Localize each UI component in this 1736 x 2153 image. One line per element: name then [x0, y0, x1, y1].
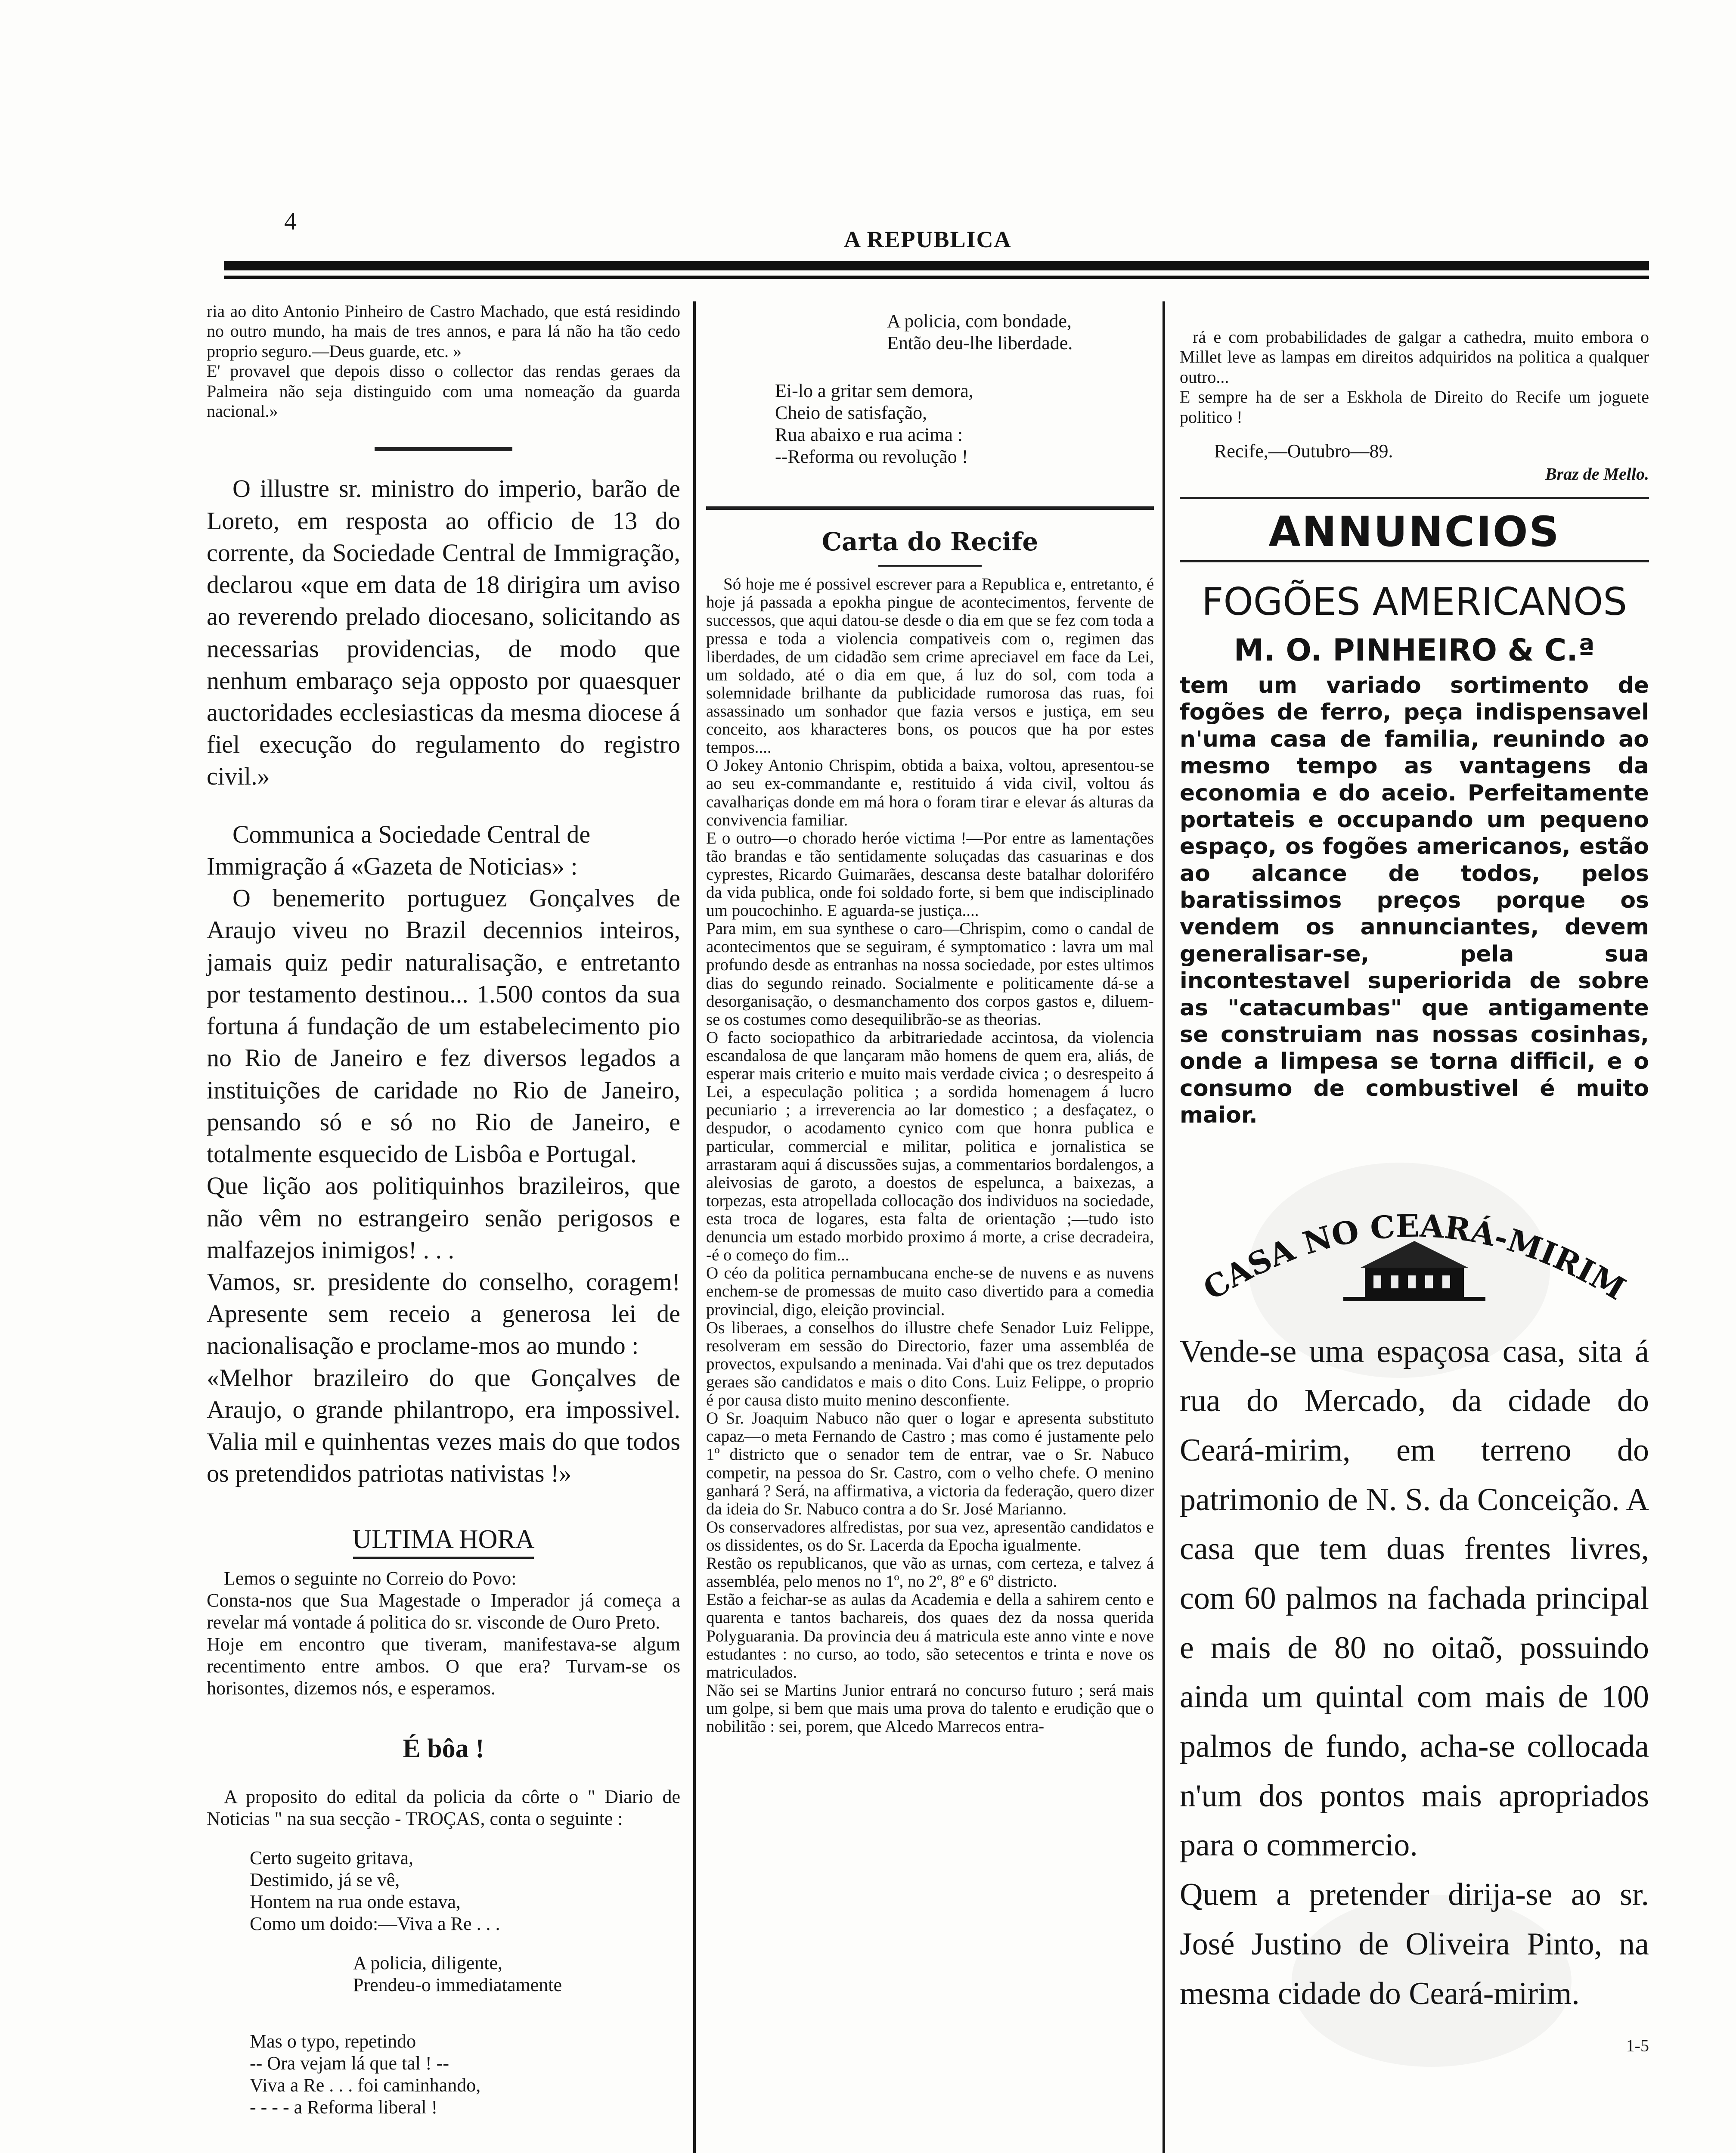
- carta-end: rá e com probabilidades de galgar a cathedra, muito embora o Millet leve as lampas em direitos adquiridos na politica a qualquer outro... E sempre ha de ser a Eskhola de Direito do Recife um joguete politico !: [1180, 327, 1649, 427]
- verse-3: Mas o typo, repetindo -- Ora vejam lá que tal ! -- Viva a Re . . . foi caminhando, - - - - a Reforma liberal !: [250, 2031, 481, 2118]
- fogoes-body: tem um variado sortimento de fogões de ferro, peça indispensavel n'uma casa de familia, reunindo ao mesmo tempo as vantagens da economia e do aceio. Perfeitamente portateis e occupando um pequeno espaço, os fogões americanos, estão ao alcance de todos, pelos baratissimos preços porque os vendem os annunciantes, devem generalisar-se, pela sua incontestavel superiorida de sobre as "catacumbas" que antigamente se construiam nas nossas cosinhas, onde a limpesa se torna difficil, e o consumo de combustivel é muito maior.: [1180, 672, 1649, 1129]
- newspaper-title: A REPUBLICA: [844, 226, 1012, 252]
- house-illustration-icon: [1343, 1241, 1485, 1301]
- divider: [353, 1557, 534, 1559]
- column-rule: [693, 301, 696, 2153]
- article-communica-body: O benemerito portuguez Gonçalves de Araujo viveu no Brazil decennios inteiros, jamais quiz pedir naturalisação, e entretanto por testamento destinou... 1.500 contos da sua fortuna á fundação de um estabelecimento pio no Rio de Janeiro e fez diversos legados a instituições de caridade no Rio de Janeiro, pensando só e só no Rio de Janeiro, e totalmente esquecido de Lisbôa e Portugal. Que lição aos politiquinhos brazileiros, que não vêm no estrangeiro senão perigosos e malfazejos inimigos! . . . Vamos, sr. presidente do conselho, coragem! Apresente sem receio a generosa lei de nacionalisação e proclame-mos ao mundo : «Melhor brazileiro do que Gonçalves de Araujo, o grande philantropo, era impossivel. Valia mil e quinhentas vezes mais do que todos os pretendidos patriotas nativistas !»: [207, 884, 680, 1488]
- article-intro: ria ao dito Antonio Pinheiro de Castro Machado, que está residindo no outro mundo, ha mais de tres annos, e para lá não ha tão cedo proprio seguro.—Deus guarde, etc. » E' provavel que depois disso o collector das rendas geraes da Palmeira não seja distinguido com uma nomeação da guarda nacional.»: [207, 301, 680, 421]
- carta-body: Só hoje me é possivel escrever para a Republica e, entretanto, é hoje já passada a epokha pingue de acontecimentos, fervente de successos, que aqui datou-se desde o dia em que se fez com toda a pressa e toda a violencia compativeis com o, regimen das liberdades, de um cidadão sem crime apreciavel em face da Lei, um soldado, até o dia em que, á luz do sol, com toda a solemnidade brilhante da publicidade rumorosa das ruas, foi assassinado um sonhador que fazia versos e justiça, em seu conceito, aos kharacteres bons, os poucos que ha por estes tempos.... O Jokey Antonio Chrispim, obtida a baixa, voltou, apresentou-se ao seu ex-commandante e, restituido á vida civil, voltou ás cavalhariças donde em má hora o foram tirar e elevar ás alturas da convivencia familiar. E o outro—o chorado heróe victima !—Por entre as lamentações tão brandas e tão sentidamente soluçadas das casuarinas e dos cyprestes, Ricardo Guimarães, descansa deste batalhar doloriféro da vida publica, onde foi soldado forte, si bem que indisciplinado um poucochinho. E aguarda-se justiça.... Para mim, em sua synthese o caro—Chrispim, como o candal de acontecimentos que se seguiram, é symptomatico : lavra um mal profundo desde as entranhas na nossa sociedade, por estes ultimos dias do segundo reinado. Socialmente e politicamente dá-se a desorganisação, o desmanchamento dos corpos gastos e, diluem-se os costumes como desequilibrão-se as theorias. O facto sociopathico da arbitrariedade accintosa, da violencia escandalosa de que lançaram mão homens de quem era, aliás, de esperar mais criterio e muito mais verdade civica ; o desrespeito á Lei, a especulação politica ; a sordida homenagem á lucro pecuniario ; a irreverencia ao lar domestico ; a desfaçatez, o despudor, o acodamento cynico com que honra publica e particular, commercial e militar, politica e jornalistica se arrastaram aqui á discussões sujas, a commentarios bordalengos, a aleivosias de garoto, a doestos de espelunca, a baixezas, a torpezas, esta atropellada collocação dos individuos na sociedade, esta troca de logares, esta falta de orientação ;—tudo isto denuncia um estado morbido proximo á morte, a crise decradeira, -é o começo do fim... O céo da politica pernambucana enche-se de nuvens e as nuvens enchem-se de promessas de muito caso divertido para a comedia provincial, digo, eleição provincial. Os liberaes, a conselhos do illustre chefe Senador Luiz Felippe, resolveram em sessão do Directorio, fazer uma assembléa de provectos, expulsando a meninada. Vai d'ahi que os trez deputados geraes são candidatos e mais o dito Cons. Luiz Felippe, o proprio é por causa disto muito menino desconfiente. O Sr. Joaquim Nabuco não quer o logar e apresenta substituto capaz—o meta Fernando de Castro ; mas como é justamente pelo 1º districto que o senador tem de entrar, vae o Sr. Nabuco competir, na pessoa do Sr. Castro, com o velho chefe. O menino ganhará ? Será, na affirmativa, a victoria da federação, quero dizer da ideia do Sr. Nabuco contra a do Sr. José Marianno. Os conservadores alfredistas, por sua vez, apresentão candidatos e os dissidentes, os do Sr. Lacerda da Epocha igualmente. Restão os republicanos, que vão as urnas, com certeza, e talvez á assembléa, pelo menos no 1º, no 2º, 8º e 6º districto. Estão a feichar-se as aulas da Academia e della a sahirem cento e quarenta e tantos bachareis, dos quaes dez da nossa querida Polyguarania. Da provincia deu á matricula este anno vinte e nove estudantes : no curso, ao todo, são setecentos e trinta e nove os matriculados. Não sei se Martins Junior entrará no concurso futuro ; será mais um golpe, si bem que mais uma prova do talento e erudição que o nobilitão : sei, porem, que Alcedo Marrecos entra-: [706, 575, 1154, 1736]
- divider: [706, 506, 1154, 510]
- ad-mark: 1-5: [1626, 2036, 1649, 2056]
- verse-2: A policia, diligente, Prendeu-o immediatamente: [353, 1952, 562, 1996]
- divider: [878, 565, 982, 567]
- article-communica-heading: Communica a Sociedade Central de Immigração á «Gazeta de Noticias» :: [207, 820, 591, 880]
- column-3: [1180, 327, 1649, 2056]
- column-1: [207, 301, 680, 2118]
- firm-name: M. O. PINHEIRO & C.ª: [1234, 632, 1595, 668]
- header-rule: [224, 261, 1649, 270]
- verse-top-1: A policia, com bondade, Então deu-lhe liberdade.: [887, 310, 1073, 354]
- e-boa-intro: A proposito do edital da policia da côrte o " Diario de Noticias " na sua secção - TROÇAS, conta o seguinte :: [207, 1786, 680, 1829]
- casa-body: Vende-se uma espaçosa casa, sita á rua do Mercado, da cidade do Ceará-mirim, em terreno do patrimonio de N. S. da Conceição. A casa que tem duas frentes livres, com 60 palmos na fachada principal e mais de 80 no oitaõ, possuindo ainda um quintal com mais de 100 palmos de fundo, acha-se collocada n'um dos pontos mais apropriados para o commercio. Quem a pretender dirija-se ao sr. José Justino de Oliveira Pinto, na mesma cidade do Ceará-mirim.: [1180, 1334, 1649, 2011]
- column-2: [706, 310, 1154, 1736]
- divider: [1180, 497, 1649, 499]
- verse-1: Certo sugeito gritava, Destimido, já se vê, Hontem na rua onde estava, Como um doido:—Viva a Re . . .: [250, 1847, 500, 1934]
- column-rule: [1162, 301, 1165, 2153]
- ultima-hora-title: ULTIMA HORA: [352, 1524, 535, 1554]
- divider: [375, 447, 512, 451]
- divider: [1180, 560, 1649, 562]
- dateline: Recife,—Outubro—89.: [1214, 440, 1393, 462]
- carta-title: Carta do Recife: [822, 527, 1038, 557]
- casa-arc-text: CASA NO CEARÁ-MIRIM: [1197, 1207, 1632, 1307]
- ultima-hora-body: Lemos o seguinte no Correio do Povo: Consta-nos que Sua Magestade o Imperador já começa a revelar má vontade á politica do sr. visconde de Ouro Preto. Hoje em encontro que tiveram, manifestava-se algum recentimento entre ambos. O que era? Turvam-se os horisontes, dizemos nós, e esperamos.: [207, 1567, 680, 1699]
- signature: Braz de Mello.: [1545, 464, 1649, 484]
- article-ministro: O illustre sr. ministro do imperio, barão de Loreto, em resposta ao officio de 13 do corrente, da Sociedade Central de Immigração, declarou «que em data de 18 dirigira um aviso ao reverendo prelado diocesano, solicitando as necessarias providencias, de modo que nenhum embaraço seja opposto por quaesquer auctoridades ecclesiasticas da mesma diocese á fiel execução do regulamento do registro civil.»: [207, 475, 680, 791]
- e-boa-title: É bôa !: [403, 1734, 484, 1763]
- casa-heading-arc: [1180, 1168, 1649, 1323]
- fogoes-title: FOGÕES AMERICANOS: [1201, 579, 1628, 624]
- verse-top-2: Ei-lo a gritar sem demora, Cheio de satisfação, Rua abaixo e rua acima : --Reforma ou revolução !: [775, 380, 973, 468]
- annuncios-heading: ANNUNCIOS: [1268, 507, 1560, 556]
- page-number: 4: [284, 207, 297, 235]
- header-rule-thin: [224, 276, 1649, 279]
